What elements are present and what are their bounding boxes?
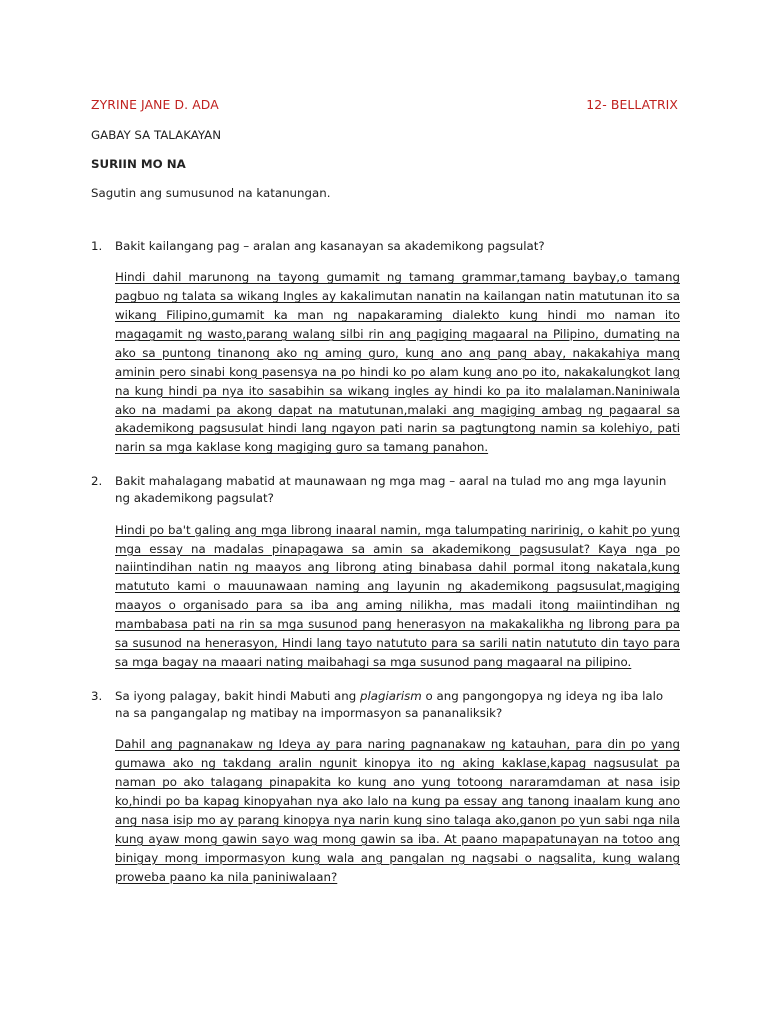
document-header <box>91 96 680 114</box>
question-text: Bakit mahalagang mabatid at maunawaan ng mga mag – aaral na tulad mo ang mga layunin ng akademikong pagsulat? <box>115 474 667 506</box>
instruction-text: Sagutin ang sumusunod na katanungan. <box>91 186 331 200</box>
section-heading: SURIIN MO NA <box>91 157 186 171</box>
question-body <box>115 688 680 887</box>
question-number: 2. <box>91 474 103 489</box>
question-text: Bakit kailangang pag – aralan ang kasanayan sa akademikong pagsulat? <box>115 239 545 253</box>
question-item <box>91 238 680 457</box>
question-text <box>115 688 680 722</box>
student-name: ZYRINE JANE D. ADA <box>91 97 219 112</box>
answer-paragraph: Hindi dahil marunong na tayong gumamit ng tamang grammar,tamang baybay,o tamang pagbuo ng talata sa wikang Ingles ay kakalimutan nanatin na kailangan natin matutunan ito sa wikang Filipino,gumamit ka man ng napakaraming dialekto kung hindi mo naman ito magagamit ng wasto,parang walang silbi rin ang pagiging magaaral na Pilipino, dumating na ako sa puntong tinanong ako ng aming guro, kung ano ang pang abay, nakakahiya mang aminin pero sinabi kong pasensya na po hindi ko po alam kung ano po ito, nakakalungkot lang na kung hindi pa nya ito sasabihin sa wikang ingles ay hindi ko pa ito malalaman.Naniniwala ako na madami pa akong dapat na matutunan,malaki ang magiging ambag ng pagaaral sa akademikong pagsusulat hindi lang ngayon pati narin sa pagtungtong namin sa kolehiyo, pati narin sa mga kaklase kong magiging guro sa tamang panahon. <box>115 270 680 455</box>
class-section: 12- BELLATRIX <box>586 97 678 112</box>
question-number: 1. <box>91 239 103 253</box>
question-list <box>91 238 680 887</box>
question-number: 3. <box>91 688 103 703</box>
question-item <box>91 688 680 887</box>
plagiarism-term: plagiarism <box>360 688 422 703</box>
question-text-start: Sa iyong palagay, bakit hindi Mabuti ang <box>115 688 360 703</box>
answer-paragraph: Dahil ang pagnanakaw ng Ideya ay para naring pagnanakaw ng katauhan, para din po yang gumawa ako ng takdang aralin ngunit kinopya ito ng aking kaklase,kapag nagsusulat pa naman po ako talagang pinapakita ko kung ano yung totoong nararamdaman at nasa isip ko,hindi po ba kapag kinopyahan nya ako lalo na kung pa essay ang tanong inaalam kung ano ang nasa isip mo ay parang kinopya nya narin kung sino talaga ako,ganon po yun sabi nga nila kung ayaw mong gawin sayo wag mong gawin sa iba. At paano mapapatunayan na totoo ang binigay mong impormasyon kung wala ang pangalan ng nagsabi o nagsalita, kung walang proweba paano ka nila paniniwalaan? <box>115 737 680 884</box>
question-text-end: o ang pangongopya ng ideya ng iba lalo na sa pangangalap ng matibay na impormasyon sa pananaliksik? <box>115 688 664 721</box>
question-item <box>91 473 680 672</box>
question-body <box>115 473 680 672</box>
subject-title: GABAY SA TALAKAYAN <box>91 128 222 142</box>
question-body <box>115 238 680 457</box>
answer-paragraph: Hindi po ba't galing ang mga librong inaaral namin, mga talumpating naririnig, o kahit po yung mga essay na madalas pinapagawa sa amin sa akademikong pagsusulat? Kaya nga po naiintindihan natin ng maayos ang librong ating binabasa dahil pormal itong nakatala,kung matututo kami o mauunawaan naming ang layunin ng akademikong pagsusulat,magiging maayos o organisado para sa iba ang aming nilikha, mas madali itong maiintindihan ng mambabasa pati na rin sa mga susunod pang henerasyon na makakalikha ng librong para pa sa susunod na henerasyon, Hindi lang tayo natututo para sa sarili natin natututo din tayo para sa mga bagay na maaari nating maibahagi sa mga susunod pang magaaral na pilipino. <box>115 522 680 670</box>
